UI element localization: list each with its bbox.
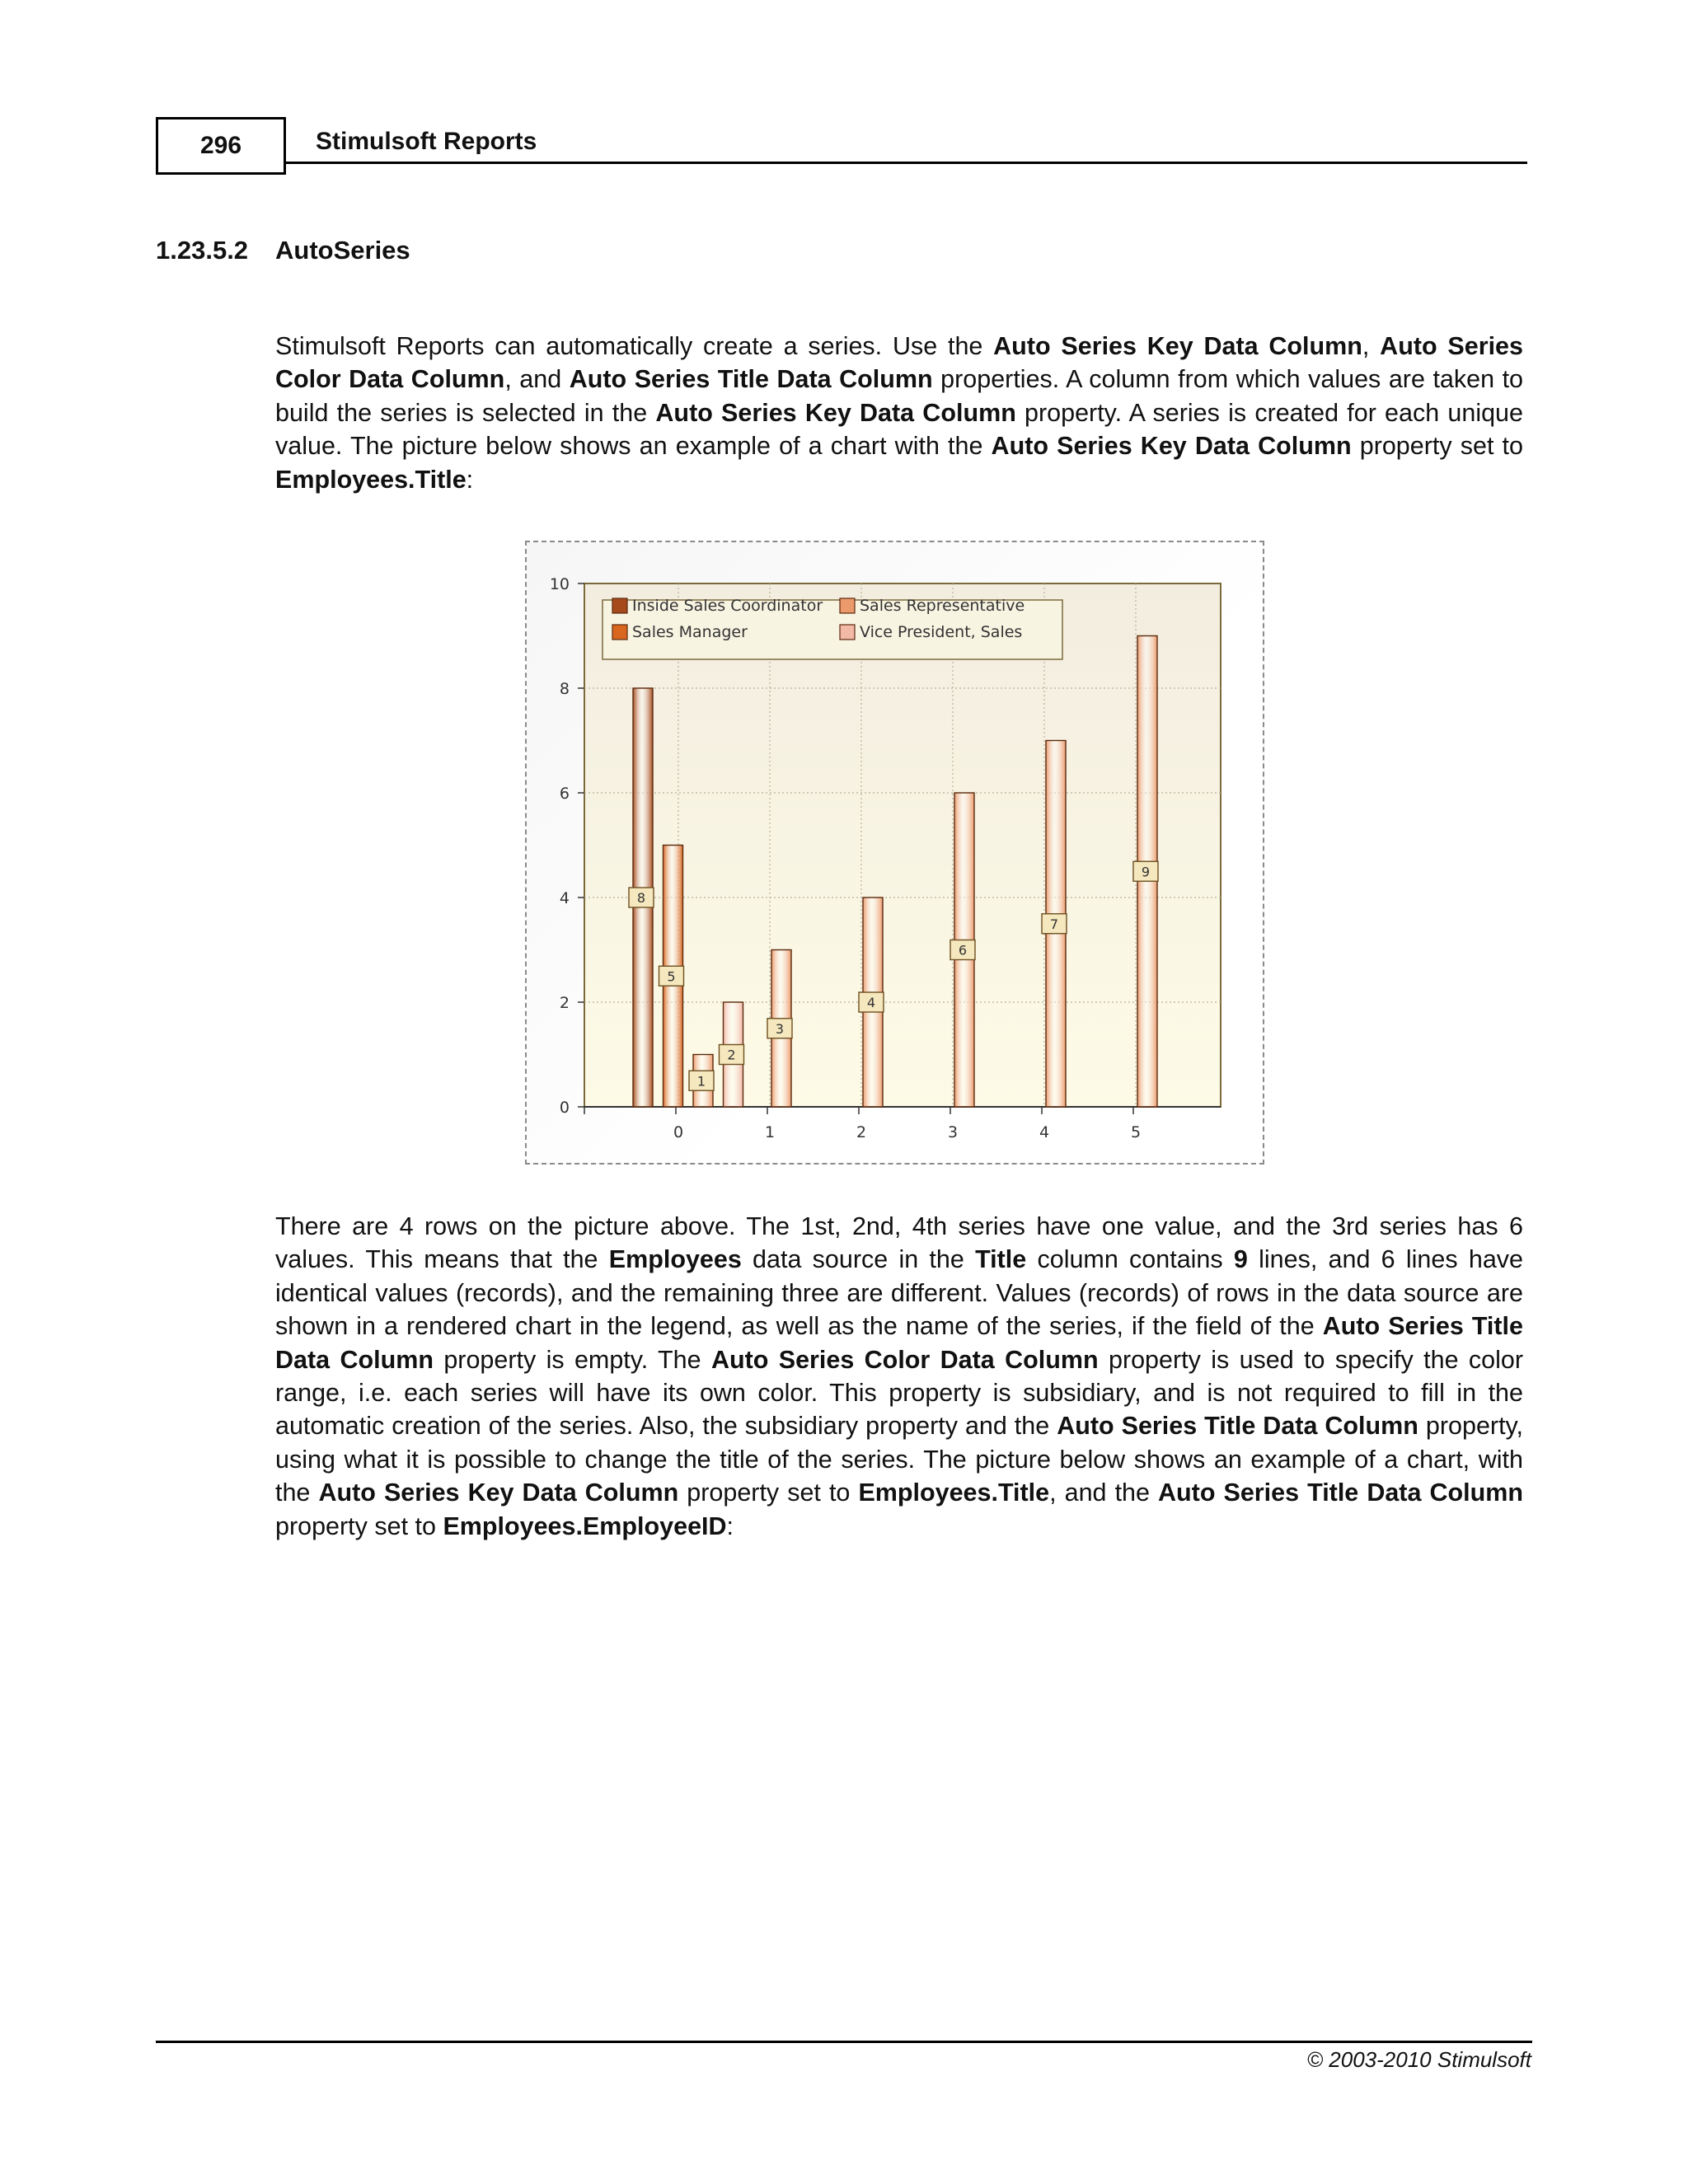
header-rule bbox=[286, 162, 1527, 164]
y-tick-label: 6 bbox=[559, 785, 570, 803]
legend-label: Inside Sales Coordinator bbox=[632, 597, 823, 615]
text-run: property is used to specify the color range, i.e. each series will have its own color. This property is subsidiary, and is not required to fill in the automatic creation of the series. Also, the subsidiary property and the bbox=[275, 1345, 1524, 1441]
text-run: property is empty. The bbox=[433, 1345, 711, 1374]
footer-rule bbox=[156, 2041, 1532, 2043]
legend-label: Sales Representative bbox=[860, 597, 1025, 615]
y-tick-label: 0 bbox=[559, 1099, 570, 1117]
text-run: , and the bbox=[1049, 1479, 1159, 1507]
y-tick-label: 4 bbox=[559, 889, 570, 907]
bold-term: Employees.EmployeeID bbox=[443, 1511, 727, 1540]
x-tick-label: 4 bbox=[1039, 1123, 1050, 1141]
bold-term: Auto Series Color Data Column bbox=[710, 1345, 1099, 1374]
bold-term: Title bbox=[975, 1245, 1027, 1274]
text-run: property set to bbox=[1351, 432, 1523, 461]
data-label: 1 bbox=[696, 1073, 706, 1090]
text-run: property. A series is created for each unique value. The picture below shows an example of a chart with the bbox=[275, 398, 1523, 461]
data-label: 7 bbox=[1049, 916, 1059, 932]
bold-term: Auto Series Key Data Column bbox=[991, 432, 1352, 461]
text-run: Stimulsoft Reports can automatically create a series. Use the bbox=[275, 332, 994, 360]
text-run: There are 4 rows on the picture above. The 1st, 2nd, 4th series have one value, and the 3rd series has 6 values. This means that the bbox=[275, 1212, 1523, 1274]
text-run: property set to bbox=[275, 1511, 443, 1540]
data-label: 8 bbox=[636, 890, 646, 906]
bold-term: Auto Series Key Data Column bbox=[655, 398, 1016, 427]
bold-term: Auto Series Key Data Column bbox=[993, 332, 1362, 360]
paragraph-intro bbox=[275, 330, 1523, 496]
data-label: 6 bbox=[958, 942, 968, 958]
data-label: 3 bbox=[775, 1020, 785, 1037]
legend-swatch bbox=[612, 598, 627, 613]
bold-term: Auto Series Key Data Column bbox=[318, 1479, 679, 1507]
text-run: , and bbox=[504, 365, 570, 394]
y-tick-label: 10 bbox=[549, 575, 570, 593]
legend-label: Sales Manager bbox=[632, 623, 748, 641]
bold-term: Employees.Title bbox=[275, 465, 467, 494]
header-title: Stimulsoft Reports bbox=[316, 128, 537, 155]
data-label: 2 bbox=[727, 1047, 736, 1063]
data-label: 9 bbox=[1141, 864, 1151, 880]
text-run: column contains bbox=[1026, 1245, 1234, 1274]
text-run: data source in the bbox=[741, 1245, 976, 1274]
x-tick-label: 2 bbox=[856, 1123, 867, 1141]
chart-legend bbox=[603, 597, 1062, 659]
y-tick-label: 2 bbox=[559, 994, 570, 1012]
text-run: : bbox=[466, 465, 474, 494]
bold-term: Auto Series Title Data Column bbox=[275, 1312, 1523, 1374]
bold-term: Auto Series Color Data Column bbox=[275, 332, 1523, 394]
y-tick-label: 8 bbox=[559, 680, 570, 698]
bold-term: 9 bbox=[1233, 1245, 1248, 1274]
section-title: AutoSeries bbox=[275, 236, 410, 265]
data-label: 4 bbox=[866, 995, 876, 1010]
x-tick-label: 1 bbox=[764, 1123, 776, 1141]
bold-term: Auto Series Title Data Column bbox=[1158, 1479, 1523, 1507]
legend-swatch bbox=[612, 625, 627, 640]
paragraph-explanation bbox=[275, 1210, 1523, 1543]
bar-chart bbox=[527, 542, 1263, 1163]
chart-figure bbox=[525, 541, 1264, 1165]
x-tick-label: 0 bbox=[673, 1123, 684, 1141]
footer-copyright: © 2003-2010 Stimulsoft bbox=[1306, 2047, 1531, 2072]
text-run: lines, and 6 lines have identical values (records), and the remaining three are different. Values (records) of rows in the data source are shown in a rendered chart in the legend, as well as the name of the series, if the field of the bbox=[275, 1245, 1523, 1341]
bold-term: Auto Series Title Data Column bbox=[569, 365, 933, 394]
legend-label: Vice President, Sales bbox=[860, 623, 1023, 641]
x-tick-label: 3 bbox=[947, 1123, 959, 1141]
legend-swatch bbox=[840, 625, 855, 640]
x-tick-label: 5 bbox=[1130, 1123, 1142, 1141]
text-run: property, using what it is possible to change the title of the series. The picture below shows an example of a chart, with the bbox=[275, 1412, 1523, 1507]
text-run: property set to bbox=[678, 1479, 859, 1507]
bold-term: Auto Series Title Data Column bbox=[1057, 1412, 1418, 1441]
legend-swatch bbox=[840, 598, 855, 613]
bold-term: Employees.Title bbox=[858, 1479, 1050, 1507]
section-heading bbox=[156, 236, 410, 265]
text-run: , bbox=[1362, 332, 1381, 360]
text-run: : bbox=[726, 1511, 734, 1540]
section-number: 1.23.5.2 bbox=[156, 236, 249, 265]
page-number: 296 bbox=[156, 117, 286, 175]
bold-term: Employees bbox=[608, 1245, 742, 1274]
text-run: properties. A column from which values are taken to build the series is selected in the bbox=[275, 365, 1524, 427]
data-label: 5 bbox=[667, 968, 676, 985]
